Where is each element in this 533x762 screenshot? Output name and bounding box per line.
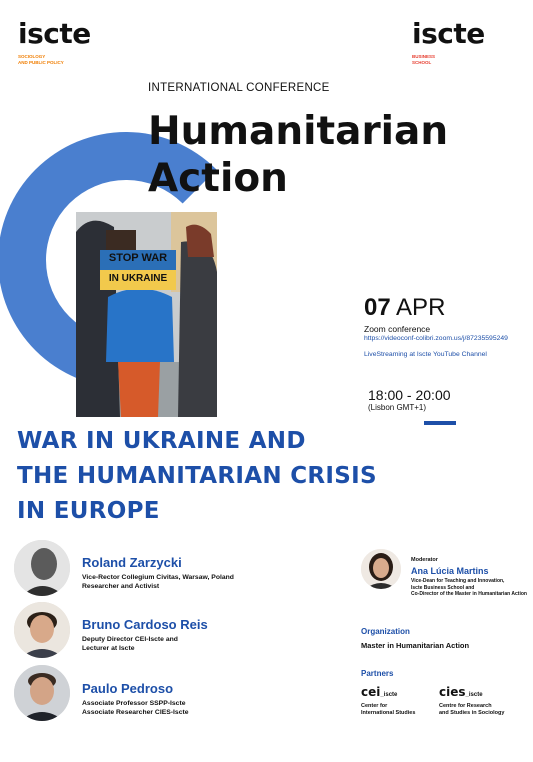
sign-line-2: IN UKRAINE: [108, 273, 168, 284]
speaker-3-name: Paulo Pedroso: [82, 681, 174, 696]
partner-cies-caption: Centre for Research and Studies in Sociology: [439, 703, 505, 717]
event-date: [364, 294, 445, 322]
speaker-2-name: Bruno Cardoso Reis: [82, 617, 208, 632]
livestream-link[interactable]: LiveStreaming at Iscte YouTube Channel: [364, 351, 487, 358]
event-title: Humanitarian Action: [148, 109, 449, 201]
avatar-speaker-3: [14, 665, 70, 721]
protest-photo: [76, 212, 217, 417]
event-kicker: INTERNATIONAL CONFERENCE: [148, 82, 330, 94]
sign-line-1: STOP WAR: [108, 252, 168, 264]
organization-label: Organization: [361, 627, 410, 636]
logo-wordmark: iscte: [412, 17, 485, 50]
avatar-moderator: [361, 549, 401, 589]
event-format: Zoom conference: [364, 324, 431, 334]
partner-cei: [361, 683, 415, 717]
protest-photo-illustration: [76, 212, 217, 417]
avatar-speaker-1: [14, 540, 70, 596]
logo-sociology: [18, 17, 91, 65]
moderator-name: Ana Lúcia Martins: [411, 566, 489, 576]
logo-subtitle: BUSINESS SCHOOL: [412, 54, 436, 65]
partner-cei-logo: cei_iscte: [361, 685, 398, 699]
logo-subtitle: SOCIOLOGY AND PUBLIC POLICY: [18, 54, 64, 65]
logo-wordmark: iscte: [18, 17, 91, 50]
organization-value: Master in Humanitarian Action: [361, 641, 470, 650]
partner-cei-caption: Center for International Studies: [361, 703, 416, 717]
logo-business-school: [412, 17, 485, 65]
partner-cies-logo: cies_iscte: [439, 685, 483, 699]
partner-cies: [439, 683, 504, 717]
partners-label: Partners: [361, 669, 394, 678]
avatar-speaker-2: [14, 602, 70, 658]
event-day: 07: [364, 294, 391, 321]
accent-bar: [424, 421, 456, 425]
moderator-label: Moderator: [411, 557, 438, 563]
zoom-link[interactable]: https://videoconf-colibri.zoom.us/j/87235595249: [364, 335, 508, 342]
speaker-1-role: Vice-Rector Collegium Civitas, Warsaw, Poland Researcher and Activist: [82, 574, 234, 590]
event-timezone: (Lisbon GMT+1): [368, 403, 427, 412]
moderator-role: Vice-Dean for Teaching and Innovation, Iscte Business School and Co-Director of the Master in Humanitarian Action: [411, 578, 527, 597]
event-time: 18:00 - 20:00: [368, 387, 451, 403]
portrait-1: [14, 540, 70, 596]
speaker-3-role: Associate Professor SSPP-Iscte Associate Researcher CIES-Iscte: [82, 700, 189, 716]
main-headline: WAR IN UKRAINE AND THE HUMANITARIAN CRISIS IN EUROPE: [17, 428, 377, 524]
speaker-2-role: Deputy Director CEI-Iscte and Lecturer at Iscte: [82, 636, 178, 652]
event-month: APR: [396, 294, 446, 321]
portrait-3: [14, 665, 70, 721]
speaker-1-name: Roland Zarzycki: [82, 555, 182, 570]
portrait-2: [14, 602, 70, 658]
portrait-moderator: [361, 549, 401, 589]
